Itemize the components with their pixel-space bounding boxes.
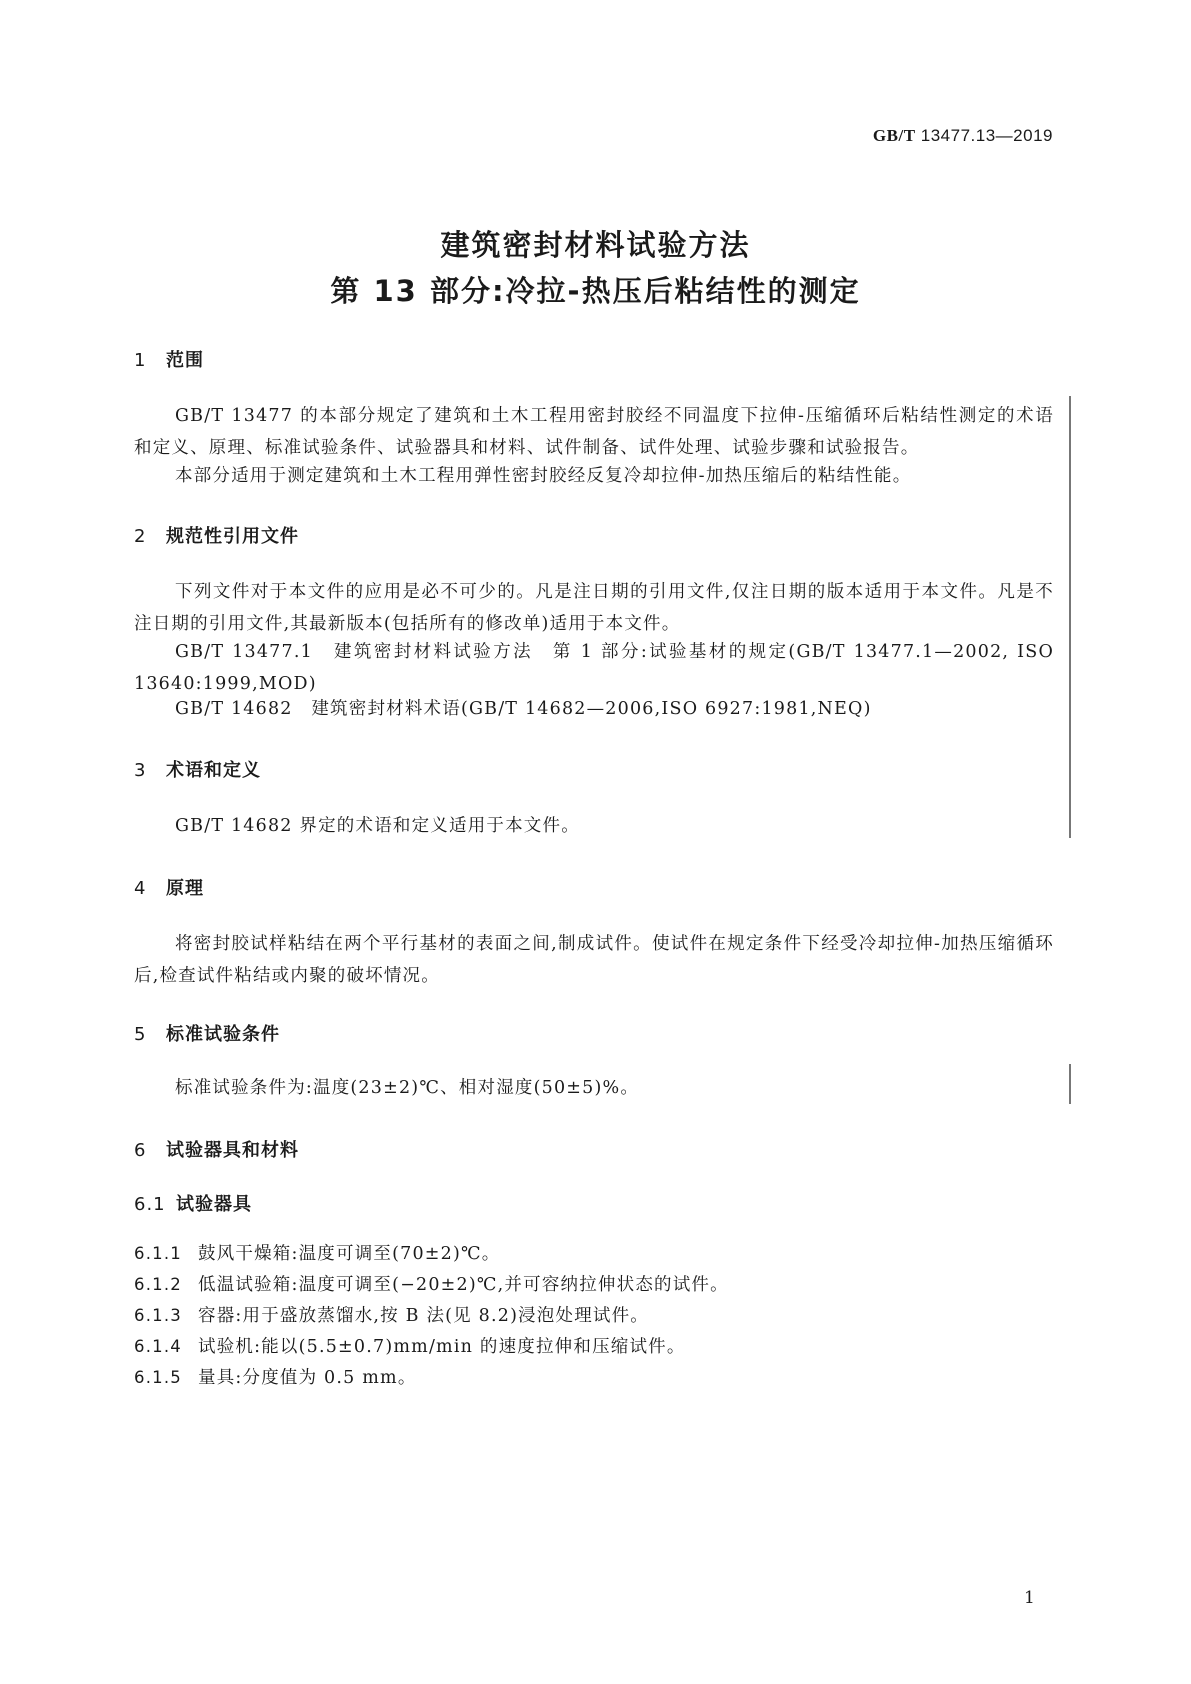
section-6-1-title: 试验器具	[176, 1194, 252, 1215]
section-2-paragraph-1: 下列文件对于本文件的应用是必不可少的。凡是注日期的引用文件,仅注日期的版本适用于本文件。凡是不注日期的引用文件,其最新版本(包括所有的修改单)适用于本文件。	[134, 582, 1054, 634]
title-line-1: 建筑密封材料试验方法	[440, 228, 751, 262]
section-1-heading	[134, 346, 204, 372]
item-number: 6.1.2	[134, 1275, 182, 1294]
standard-code: 13477.13—2019	[920, 126, 1053, 145]
section-5-title: 标准试验条件	[166, 1024, 280, 1045]
item-text: 容器:用于盛放蒸馏水,按 B 法(见 8.2)浸泡处理试件。	[198, 1306, 649, 1326]
section-4-heading	[134, 874, 204, 900]
section-1-number: 1	[134, 350, 147, 371]
section-6-title: 试验器具和材料	[166, 1140, 299, 1161]
section-5-heading	[134, 1020, 280, 1046]
standard-prefix: GB/T	[872, 126, 916, 145]
page-number: 1	[1024, 1588, 1035, 1608]
section-3-title: 术语和定义	[166, 760, 261, 781]
item-text: 低温试验箱:温度可调至(−20±2)℃,并可容纳拉伸状态的试件。	[198, 1275, 729, 1295]
section-2-reference-2: GB/T 14682 建筑密封材料术语(GB/T 14682—2006,ISO 6927:1981,NEQ)	[175, 699, 872, 719]
list-item	[134, 1240, 501, 1265]
section-1-paragraph-2: 本部分适用于测定建筑和土木工程用弹性密封胶经反复冷却拉伸-加热压缩后的粘结性能。	[175, 466, 912, 486]
section-6-number: 6	[134, 1140, 147, 1161]
section-2-heading	[134, 522, 299, 548]
section-1-title: 范围	[166, 350, 204, 371]
list-item	[134, 1333, 686, 1358]
list-item	[134, 1364, 417, 1389]
section-6-1-heading	[134, 1190, 252, 1216]
item-text: 鼓风干燥箱:温度可调至(70±2)℃。	[198, 1244, 501, 1264]
section-2-title: 规范性引用文件	[166, 526, 299, 547]
section-5-paragraph-1: 标准试验条件为:温度(23±2)℃、相对湿度(50±5)%。	[175, 1078, 640, 1098]
section-6-heading	[134, 1136, 299, 1162]
change-bar	[1069, 1064, 1071, 1104]
section-5-number: 5	[134, 1024, 147, 1045]
section-6-1-number: 6.1	[134, 1194, 166, 1215]
title-line-2: 第 13 部分:冷拉-热压后粘结性的测定	[330, 274, 861, 308]
item-text: 量具:分度值为 0.5 mm。	[198, 1368, 417, 1388]
section-4-paragraph-1: 将密封胶试样粘结在两个平行基材的表面之间,制成试件。使试件在规定条件下经受冷却拉伸-加热压缩循环后,检查试件粘结或内聚的破坏情况。	[134, 934, 1054, 986]
item-number: 6.1.3	[134, 1306, 182, 1325]
document-title	[0, 222, 1191, 314]
list-item	[134, 1302, 649, 1327]
item-text: 试验机:能以(5.5±0.7)mm/min 的速度拉伸和压缩试件。	[198, 1337, 686, 1357]
section-3-number: 3	[134, 760, 147, 781]
section-3-paragraph-1: GB/T 14682 界定的术语和定义适用于本文件。	[175, 816, 580, 836]
list-item	[134, 1271, 729, 1296]
item-number: 6.1.1	[134, 1244, 182, 1263]
section-4-number: 4	[134, 878, 147, 899]
section-1-paragraph-1: GB/T 13477 的本部分规定了建筑和土木工程用密封胶经不同温度下拉伸-压缩循环后粘结性测定的术语和定义、原理、标准试验条件、试验器具和材料、试件制备、试件处理、试验步骤和试验报告。	[134, 406, 1054, 458]
section-2-number: 2	[134, 526, 147, 547]
section-4-title: 原理	[166, 878, 204, 899]
change-bar	[1069, 396, 1071, 838]
standard-number	[873, 126, 1053, 146]
item-number: 6.1.4	[134, 1337, 182, 1356]
item-number: 6.1.5	[134, 1368, 182, 1387]
section-2-reference-1: GB/T 13477.1 建筑密封材料试验方法 第 1 部分:试验基材的规定(GB/T 13477.1—2002, ISO 13640:1999,MOD)	[134, 642, 1054, 694]
section-3-heading	[134, 756, 261, 782]
